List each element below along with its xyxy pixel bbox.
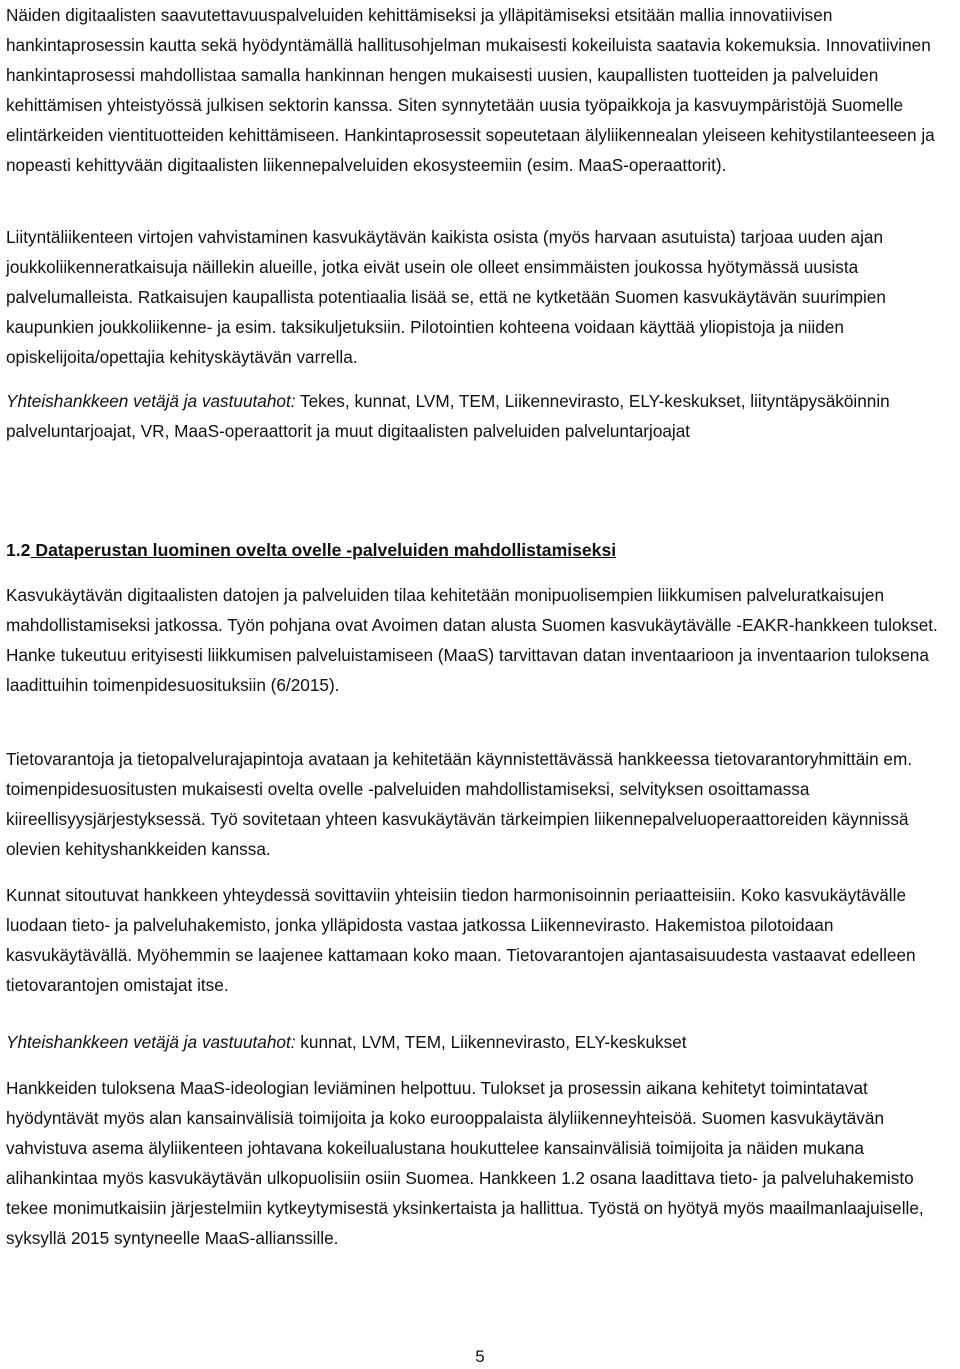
responsible-parties-label: Yhteishankkeen vetäjä ja vastuutahot: — [6, 1032, 296, 1052]
paragraph-responsible-parties-1 — [6, 386, 954, 446]
responsible-parties-label: Yhteishankkeen vetäjä ja vastuutahot: — [6, 391, 296, 411]
section-heading — [6, 535, 616, 565]
paragraph-data-development: Kasvukäytävän digitaalisten datojen ja palveluiden tilaa kehitetään monipuolisempien liikkumisen palveluratkaisujen mahdollistamiseksi jatkossa. Työn pohjana ovat Avoimen datan alusta Suomen kasvukäytävälle -EAKR-hankkeen tulokset. Hanke tukeutuu erityisesti liikkumisen palveluistamiseen (MaaS) tarvittavan datan inventaarioon ja inventaarion tuloksena laadittuihin toimenpidesuosituksiin (6/2015). — [6, 585, 938, 695]
paragraph-data-resources: Tietovarantoja ja tietopalvelurajapintoja avataan ja kehitetään käynnistettävässä hankkeessa tietovarantoryhmittäin em. toimenpidesuositusten mukaisesti ovelta ovelle -palveluiden mahdollistamiseksi, selvityksen osoittamassa kiireellisyysjärjestyksessä. Työ sovitetaan yhteen kasvukäytävän tärkeimpien liikennepalveluoperaattoreiden käynnissä olevien kehityshankkeiden kanssa. — [6, 749, 913, 859]
responsible-parties-text: Tekes, kunnat, LVM, TEM, Liikennevirasto, ELY-keskukset, liityntäpysäköinnin palveluntarjoajat, VR, MaaS-operaattorit ja muut digitaalisten palveluiden palveluntarjoajat — [6, 391, 890, 441]
paragraph-project-results: Hankkeiden tuloksena MaaS-ideologian leviäminen helpottuu. Tulokset ja prosessin aikana kehitetyt toimintatavat hyödyntävät myös alan kansainvälisiä toimijoita ja koko eurooppalaista älyliikenneyhteisöä. Suomen kasvukäytävän vahvistuva asema älyliikenteen johtavana kokeilualustana houkuttelee kansainvälisiä toimijoita ja näiden mukana alihankintaa myös kasvukäytävän ulkopuolisiin osiin Suomea. Hankkeen 1.2 osana laadittava tieto- ja palveluhakemisto tekee monimutkaisiin järjestelmiin kytkeytymisestä yksinkertaista ja hallittua. Työstä on hyötyä myös maailmanlaajuiselle, syksyllä 2015 syntyneelle MaaS-allianssille. — [6, 1078, 924, 1248]
section-number: 1.2 — [6, 540, 31, 560]
paragraph-feeder-traffic: Liityntäliikenteen virtojen vahvistaminen kasvukäytävän kaikista osista (myös harvaan asutuista) tarjoaa uuden ajan joukkoliikenneratkaisuja näillekin alueille, jotka eivät usein ole olleet ensimmäisten joukossa hyötymässä uusista palvelumalleista. Ratkaisujen kaupallista potentiaalia lisää se, että ne kytketään Suomen kasvukäytävän suurimpien kaupunkien joukkoliikenne- ja esim. taksikuljetuksiin. Pilotointien kohteena voidaan käyttää yliopistoja ja niiden opiskelijoita/opettajia kehityskäytävän varrella. — [6, 227, 886, 367]
page-number: 5 — [475, 1347, 485, 1366]
section-title: Dataperustan luominen ovelta ovelle -palveluiden mahdollistamiseksi — [30, 540, 617, 560]
paragraph-responsible-parties-2 — [6, 1027, 687, 1057]
paragraph-innovative-procurement: Näiden digitaalisten saavutettavuuspalveluiden kehittämiseksi ja ylläpitämiseksi etsitään mallia innovatiivisen hankintaprosessin kautta sekä hyödyntämällä hallitusohjelman mukaisesti kokeiluista saatavia kokemuksia. Innovatiivinen hankintaprosessi mahdollistaa samalla hankinnan hengen mukaisesti uusien, kaupallisten tuotteiden ja palveluiden kehittämisen yhteistyössä julkisen sektorin kanssa. Siten synnytetään uusia työpaikkoja ja kasvuympäristöjä Suomelle elintärkeiden vientituotteiden kehittämiseen. Hankintaprosessit sopeutetaan älyliikennealan yleiseen kehitystilanteeseen ja nopeasti kehittyvään digitaalisten liikennepalveluiden ekosysteemiin (esim. MaaS-operaattorit). — [6, 5, 935, 175]
paragraph-municipal-commitment: Kunnat sitoutuvat hankkeen yhteydessä sovittaviin yhteisiin tiedon harmonisoinnin periaatteisiin. Koko kasvukäytävälle luodaan tieto- ja palveluhakemisto, jonka ylläpidosta vastaa jatkossa Liikennevirasto. Hakemistoa pilotoidaan kasvukäytävällä. Myöhemmin se laajenee kattamaan koko maan. Tietovarantojen ajantasaisuudesta vastaavat edelleen tietovarantojen omistajat itse. — [6, 885, 916, 995]
responsible-parties-text: kunnat, LVM, TEM, Liikennevirasto, ELY-keskukset — [295, 1032, 687, 1052]
